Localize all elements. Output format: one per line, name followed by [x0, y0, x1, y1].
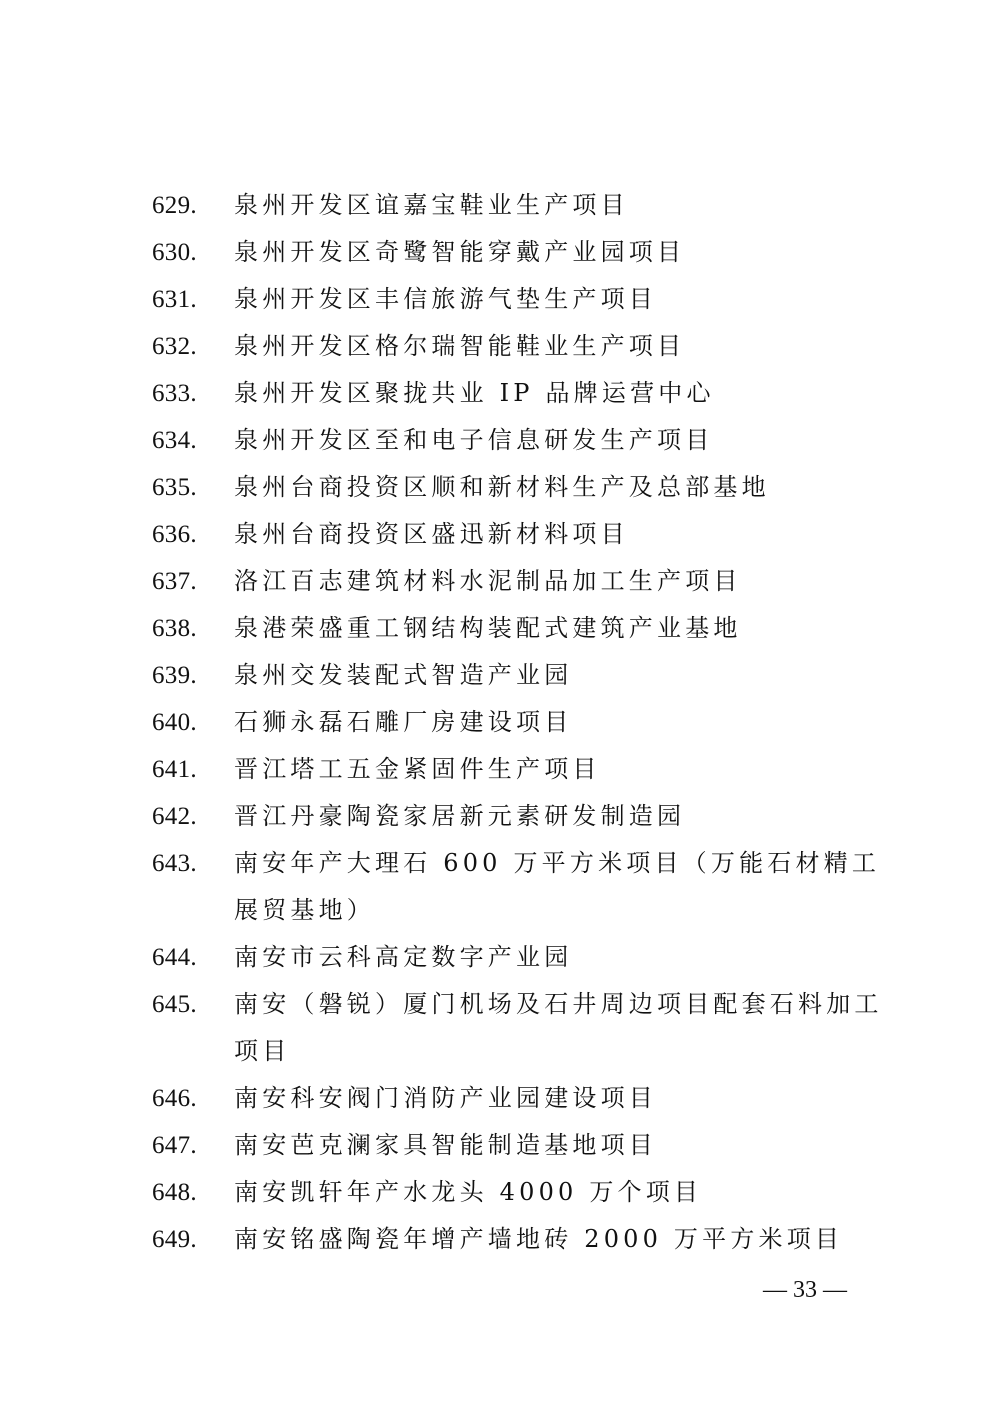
list-item — [152, 1169, 892, 1216]
item-number: 640. — [152, 709, 197, 736]
item-text: 南安凯轩年产水龙头 4000 万个项目 — [234, 1178, 703, 1206]
item-number: 636. — [152, 521, 197, 548]
item-number: 648. — [152, 1179, 197, 1206]
list-item — [152, 417, 892, 464]
item-number: 639. — [152, 662, 197, 689]
list-item — [152, 981, 892, 1075]
item-number: 649. — [152, 1226, 197, 1253]
page-number: — 33 — — [763, 1277, 847, 1303]
item-text: 泉州开发区格尔瑞智能鞋业生产项目 — [234, 332, 686, 360]
item-number: 629. — [152, 192, 197, 219]
item-number: 630. — [152, 239, 197, 266]
list-item — [152, 1216, 892, 1263]
item-text: 南安市云科高定数字产业园 — [234, 943, 573, 971]
list-item — [152, 652, 892, 699]
list-item — [152, 511, 892, 558]
list-item — [152, 276, 892, 323]
list-item — [152, 934, 892, 981]
list-item — [152, 558, 892, 605]
list-item — [152, 229, 892, 276]
item-number: 638. — [152, 615, 197, 642]
item-text: 南安科安阀门消防产业园建设项目 — [234, 1084, 657, 1112]
list-item — [152, 699, 892, 746]
list-item — [152, 1122, 892, 1169]
item-number: 633. — [152, 380, 197, 407]
list-item — [152, 746, 892, 793]
item-number: 635. — [152, 474, 197, 501]
list-item — [152, 370, 892, 417]
item-text: 石狮永磊石雕厂房建设项目 — [234, 708, 573, 736]
item-text: 南安芭克澜家具智能制造基地项目 — [234, 1131, 657, 1159]
list-item — [152, 323, 892, 370]
item-text: 泉州交发装配式智造产业园 — [234, 661, 573, 689]
item-number: 631. — [152, 286, 197, 313]
item-text: 泉州开发区谊嘉宝鞋业生产项目 — [234, 191, 629, 219]
item-number: 643. — [152, 850, 197, 877]
item-text: 泉州台商投资区顺和新材料生产及总部基地 — [234, 473, 770, 501]
item-text: 泉州台商投资区盛迅新材料项目 — [234, 520, 629, 548]
item-text: 泉港荣盛重工钢结构装配式建筑产业基地 — [234, 614, 742, 642]
item-number: 644. — [152, 944, 197, 971]
item-number: 637. — [152, 568, 197, 595]
list-item — [152, 464, 892, 511]
item-number: 641. — [152, 756, 197, 783]
item-text: 泉州开发区奇鹭智能穿戴产业园项目 — [234, 238, 686, 266]
item-number: 646. — [152, 1085, 197, 1112]
item-text: 泉州开发区丰信旅游气垫生产项目 — [234, 285, 657, 313]
item-text: 晋江丹豪陶瓷家居新元素研发制造园 — [234, 802, 686, 830]
list-item — [152, 840, 892, 934]
item-text: 南安年产大理石 600 万平方米项目（万能石材精工展贸基地） — [234, 849, 881, 924]
list-item — [152, 793, 892, 840]
item-text: 晋江塔工五金紧固件生产项目 — [234, 755, 601, 783]
list-item — [152, 605, 892, 652]
project-list — [152, 182, 892, 1263]
item-number: 645. — [152, 991, 197, 1018]
item-number: 632. — [152, 333, 197, 360]
item-text: 泉州开发区至和电子信息研发生产项目 — [234, 426, 714, 454]
item-text: 洛江百志建筑材料水泥制品加工生产项目 — [234, 567, 742, 595]
list-item — [152, 1075, 892, 1122]
item-text: 泉州开发区聚拢共业 IP 品牌运营中心 — [234, 379, 715, 407]
item-number: 634. — [152, 427, 197, 454]
item-number: 647. — [152, 1132, 197, 1159]
list-item — [152, 182, 892, 229]
item-text: 南安（磐锐）厦门机场及石井周边项目配套石料加工项目 — [234, 990, 883, 1065]
item-text: 南安铭盛陶瓷年增产墙地砖 2000 万平方米项目 — [234, 1225, 844, 1253]
item-number: 642. — [152, 803, 197, 830]
